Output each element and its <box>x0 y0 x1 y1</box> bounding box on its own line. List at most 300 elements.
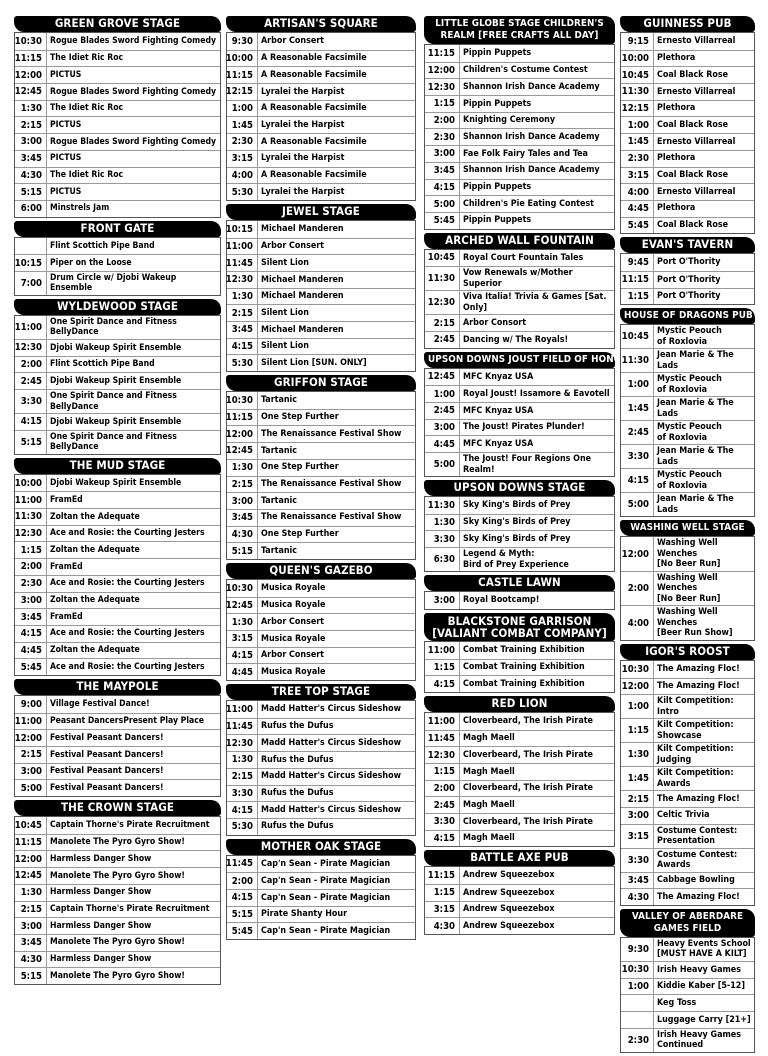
event-name: Irish Heavy Games <box>657 964 741 975</box>
event-time: 5:00 <box>425 196 460 212</box>
event-name: The Renaissance Festival Show <box>261 479 402 490</box>
schedule-table <box>424 496 615 572</box>
event-name: Kilt Competition: Showcase <box>657 720 734 741</box>
schedule-row <box>425 530 614 547</box>
event-time: 1:30 <box>227 460 258 476</box>
event-name: Pippin Puppets <box>463 182 532 193</box>
event-name: Ace and Rosie: the Courting Jesters <box>50 528 205 539</box>
event-time: 12:15 <box>621 101 654 117</box>
event-time: 4:15 <box>227 890 258 906</box>
event-time: 2:15 <box>15 902 47 918</box>
schedule-row <box>15 316 220 339</box>
event-name: Captain Thorne's Pirate Recruitment <box>50 820 210 831</box>
stage-blackstone-garrison <box>424 613 615 693</box>
schedule-row <box>425 830 614 847</box>
event-time: 11:00 <box>15 714 47 730</box>
event-name: Harmless Danger Show <box>50 920 152 931</box>
event-time: 9:30 <box>227 33 258 50</box>
event-time: 2:15 <box>15 117 47 133</box>
event-name: Pirate Shanty Hour <box>261 909 348 920</box>
event-time: 2:00 <box>15 559 47 575</box>
event-name: PICTUS <box>50 120 82 131</box>
schedule-row <box>425 250 614 267</box>
schedule-table <box>424 44 615 230</box>
event-time: 1:45 <box>621 134 654 150</box>
event-time: 2:45 <box>425 403 460 419</box>
stage-upson-downs-joust-field-of-honor <box>424 352 629 477</box>
schedule-row <box>15 372 220 389</box>
schedule-row <box>227 150 415 167</box>
schedule-row <box>227 271 415 288</box>
event-time: 5:15 <box>227 543 258 559</box>
stage-front-gate <box>14 221 221 296</box>
stage-red-lion <box>424 696 615 848</box>
event-time: 1:15 <box>15 542 47 558</box>
schedule-row <box>425 746 614 763</box>
event-time: 11:30 <box>15 509 47 525</box>
event-time: 11:45 <box>227 255 258 271</box>
schedule-row <box>621 66 754 83</box>
event-name: Cloverbeard, The Irish Pirate <box>463 749 593 760</box>
schedule-row <box>15 491 220 508</box>
event-time: 5:45 <box>227 923 258 939</box>
schedule-row <box>425 195 614 212</box>
schedule-row <box>621 348 754 372</box>
event-name: Washing Well Wenches [No Beer Run] <box>657 572 721 604</box>
schedule-row <box>425 369 614 386</box>
schedule-row <box>227 580 415 597</box>
event-time: 2:30 <box>227 134 258 150</box>
event-name: The Idiet Ric Roc <box>50 103 124 114</box>
schedule-row <box>15 867 220 884</box>
event-time: 3:30 <box>621 849 654 872</box>
event-name: The Joust! Four Regions One Realm! <box>463 454 592 475</box>
event-name: One Step Further <box>261 412 339 423</box>
event-time: 12:00 <box>15 67 47 83</box>
event-name: Djobi Wakeup Spirit Ensemble <box>50 416 182 427</box>
event-time: 12:30 <box>15 526 47 542</box>
schedule-row <box>227 492 415 509</box>
event-time: 4:45 <box>425 436 460 452</box>
event-name: Mystic Peouch of Roxlovia <box>657 470 722 491</box>
schedule-row <box>227 613 415 630</box>
schedule-row <box>15 356 220 373</box>
event-time <box>621 1012 654 1028</box>
event-time: 11:15 <box>227 67 258 83</box>
schedule-row <box>15 238 220 255</box>
schedule-row <box>15 271 220 295</box>
event-name: Pippin Puppets <box>463 98 532 109</box>
event-name: Lyralei the Harpist <box>261 153 345 164</box>
schedule-row <box>227 288 415 305</box>
schedule-row <box>15 901 220 918</box>
stage-title: GRIFFON STAGE <box>226 375 416 391</box>
schedule-row <box>227 542 415 559</box>
schedule-table <box>424 591 615 610</box>
schedule-row <box>15 558 220 575</box>
event-name: Tartanic <box>261 395 297 406</box>
schedule-row <box>621 372 754 396</box>
schedule-row <box>227 801 415 818</box>
schedule-row <box>425 314 614 331</box>
event-time: 11:30 <box>621 349 654 372</box>
event-time: 5:00 <box>15 780 47 796</box>
event-time: 5:30 <box>227 184 258 200</box>
schedule-row <box>15 116 220 133</box>
schedule-row <box>621 661 754 678</box>
event-name: Sky King's Birds of Prey <box>463 500 571 511</box>
event-time: 11:00 <box>15 316 47 339</box>
event-time: 12:00 <box>621 537 654 571</box>
event-name: One Step Further <box>261 462 339 473</box>
schedule-row <box>227 856 415 873</box>
event-name: Festival Peasant Dancers! <box>50 766 164 777</box>
event-name: Plethora <box>657 103 696 114</box>
schedule-row <box>15 608 220 625</box>
schedule-table <box>424 249 615 349</box>
event-name: Cabbage Bowling <box>657 875 735 886</box>
event-time: 1:15 <box>621 289 654 305</box>
stage-title: THE CROWN STAGE <box>14 800 221 816</box>
event-time: 10:45 <box>15 817 47 834</box>
event-time: 5:15 <box>227 907 258 923</box>
schedule-table <box>14 474 221 676</box>
schedule-row <box>425 713 614 730</box>
event-name: Jean Marie & The Lads <box>657 446 734 467</box>
stage-title: THE MUD STAGE <box>14 458 221 474</box>
event-time: 12:45 <box>15 868 47 884</box>
event-name: Village Festival Dance! <box>50 699 150 710</box>
column-2 <box>226 16 416 943</box>
event-time: 4:15 <box>425 180 460 196</box>
event-time: 3:45 <box>227 322 258 338</box>
event-name: Combat Training Exhibition <box>463 644 585 655</box>
event-time: 1:30 <box>227 614 258 630</box>
event-time: 4:30 <box>621 889 654 905</box>
schedule-row <box>15 834 220 851</box>
event-name: A Reasonable Facsimile <box>261 103 367 114</box>
event-name: Shannon Irish Dance Academy <box>463 132 600 143</box>
schedule-table <box>620 660 755 906</box>
event-time: 5:45 <box>15 659 47 675</box>
event-name: Andrew Squeezebox <box>463 870 555 881</box>
event-name: Silent Lion [SUN. ONLY] <box>261 357 367 368</box>
event-time: 3:00 <box>227 493 258 509</box>
event-time: 2:15 <box>15 747 47 763</box>
event-time: 3:00 <box>15 764 47 780</box>
schedule-table <box>620 937 755 1053</box>
event-name: Madd Hatter's Circus Sideshow <box>261 704 401 715</box>
event-time: 2:45 <box>425 332 460 348</box>
schedule-row <box>425 642 614 659</box>
event-name: FramEd <box>50 494 83 505</box>
stage-the-crown-stage <box>14 800 221 985</box>
event-name: Lyralei the Harpist <box>261 186 345 197</box>
schedule-row <box>15 525 220 542</box>
event-name: Ace and Rosie: the Courting Jesters <box>50 661 205 672</box>
event-name: Ernesto Villarreal <box>657 86 736 97</box>
schedule-row <box>15 884 220 901</box>
stage-green-grove-stage <box>14 16 221 218</box>
event-time: 3:15 <box>227 151 258 167</box>
event-name: Costume Contest: Presentation <box>657 825 738 847</box>
schedule-row <box>425 659 614 676</box>
event-time: 12:45 <box>15 84 47 100</box>
schedule-row <box>15 133 220 150</box>
event-name: Coal Black Rose <box>657 120 729 131</box>
event-name: Silent Lion <box>261 257 309 268</box>
event-name: Cloverbeard, The Irish Pirate <box>463 816 593 827</box>
event-name: Rufus the Dufus <box>261 821 334 832</box>
schedule-row <box>621 492 754 516</box>
event-name: Cap'n Sean - Pirate Magician <box>261 892 391 903</box>
event-name: FramEd <box>50 611 83 622</box>
event-name: Andrew Squeezebox <box>463 921 555 932</box>
schedule-row <box>227 922 415 939</box>
event-time: 5:15 <box>15 968 47 984</box>
event-name: Royal Court Fountain Tales <box>463 252 584 263</box>
event-name: PICTUS <box>50 153 82 164</box>
event-time: 4:15 <box>227 648 258 664</box>
event-time: 10:30 <box>621 962 654 978</box>
event-name: Michael Manderen <box>261 223 344 234</box>
schedule-row <box>425 290 614 314</box>
schedule-row <box>425 162 614 179</box>
event-time: 11:00 <box>227 239 258 255</box>
schedule-row <box>425 266 614 290</box>
event-time: 11:45 <box>227 856 258 873</box>
schedule-row <box>621 150 754 167</box>
schedule-row <box>425 796 614 813</box>
schedule-row <box>227 338 415 355</box>
event-time: 2:15 <box>227 769 258 785</box>
event-time: 4:30 <box>227 527 258 543</box>
schedule-row <box>621 217 754 234</box>
event-name: Fae Folk Fairy Tales and Tea <box>463 148 588 159</box>
event-time: 11:00 <box>425 642 460 659</box>
event-time: 2:00 <box>425 781 460 797</box>
event-time: 10:15 <box>15 255 47 271</box>
event-name: Heavy Events School [MUST HAVE A KILT] <box>657 938 751 960</box>
event-time: 12:00 <box>15 851 47 867</box>
event-name: Plethora <box>657 53 696 64</box>
stage-title: IGOR'S ROOST <box>620 644 755 660</box>
event-time: 2:45 <box>621 421 654 444</box>
event-time: 12:30 <box>227 735 258 751</box>
event-name: Andrew Squeezebox <box>463 904 555 915</box>
schedule-row <box>15 83 220 100</box>
event-name: Rogue Blades Sword Fighting Comedy <box>50 86 217 97</box>
schedule-row <box>621 694 754 718</box>
event-time: 4:15 <box>227 802 258 818</box>
stage-title: GUINNESS PUB <box>620 16 755 32</box>
event-name: Combat Training Exhibition <box>463 662 585 673</box>
schedule-row <box>621 938 754 961</box>
schedule-row <box>227 751 415 768</box>
event-time: 2:00 <box>621 572 654 606</box>
schedule-row <box>227 734 415 751</box>
event-name: Royal Bootcamp! <box>463 595 540 606</box>
schedule-row <box>227 785 415 802</box>
event-time: 5:15 <box>15 431 47 454</box>
stage-battle-axe-pub <box>424 850 615 935</box>
event-name: Luggage Carry [21+] <box>657 1014 751 1025</box>
event-time: 4:30 <box>15 952 47 968</box>
event-time: 3:45 <box>15 151 47 167</box>
schedule-row <box>621 848 754 872</box>
event-time: 4:45 <box>227 664 258 680</box>
event-time: 12:30 <box>425 291 460 314</box>
schedule-row <box>227 663 415 680</box>
schedule-row <box>621 200 754 217</box>
schedule-row <box>425 592 614 609</box>
schedule-row <box>15 729 220 746</box>
schedule-row <box>425 128 614 145</box>
event-name: Djobi Wakeup Spirit Ensemble <box>50 342 182 353</box>
event-time: 9:30 <box>621 938 654 961</box>
schedule-row <box>621 571 754 606</box>
schedule-row <box>227 183 415 200</box>
event-name: Kilt Competition: Intro <box>657 696 734 717</box>
event-time: 1:30 <box>227 289 258 305</box>
event-time: 1:00 <box>425 386 460 402</box>
stage-evan-s-tavern <box>620 237 755 305</box>
schedule-row <box>227 701 415 718</box>
event-name: Tartanic <box>261 495 297 506</box>
schedule-row <box>227 526 415 543</box>
event-time: 10:15 <box>227 221 258 238</box>
event-time: 3:30 <box>227 786 258 802</box>
event-time: 10:00 <box>621 51 654 67</box>
event-time: 3:30 <box>15 390 47 413</box>
event-name: Lyralei the Harpist <box>261 86 345 97</box>
event-time: 4:00 <box>621 606 654 640</box>
schedule-row <box>621 183 754 200</box>
event-name: The Amazing Floc! <box>657 891 740 902</box>
event-name: Legend & Myth: Bird of Prey Experience <box>463 549 569 570</box>
event-time: 11:15 <box>425 45 460 62</box>
event-time: 1:00 <box>621 695 654 718</box>
event-time: 2:30 <box>621 151 654 167</box>
event-time: 11:45 <box>425 731 460 747</box>
event-time: 2:45 <box>15 373 47 389</box>
event-name: Zoltan the Adequate <box>50 645 140 656</box>
event-name: Madd Hatter's Circus Sideshow <box>261 771 401 782</box>
schedule-row <box>621 678 754 695</box>
event-name: Madd Hatter's Circus Sideshow <box>261 804 401 815</box>
event-time: 11:45 <box>227 719 258 735</box>
stage-washing-well-stage <box>620 520 755 641</box>
event-time: 2:00 <box>15 357 47 373</box>
event-time: 10:00 <box>227 51 258 67</box>
event-name: Mystic Peouch of Roxlovia <box>657 326 722 347</box>
stage-title: JEWEL STAGE <box>226 204 416 220</box>
event-name: Musica Royale <box>261 666 326 677</box>
event-time: 12:45 <box>227 598 258 614</box>
stage-artisan-s-square <box>226 16 416 201</box>
event-name: Tartanic <box>261 445 297 456</box>
event-name: Coal Black Rose <box>657 69 729 80</box>
event-time: 10:30 <box>227 392 258 409</box>
event-time: 10:30 <box>15 33 47 50</box>
event-name: Manolete The Pyro Gyro Show! <box>50 837 185 848</box>
schedule-row <box>15 642 220 659</box>
stage-title: EVAN'S TAVERN <box>620 237 755 253</box>
schedule-row <box>425 452 614 476</box>
schedule-row <box>621 325 754 348</box>
schedule-row <box>621 888 754 905</box>
event-time: 5:30 <box>227 355 258 371</box>
event-time: 1:45 <box>621 397 654 420</box>
event-time: 3:00 <box>425 146 460 162</box>
event-name: Tartanic <box>261 545 297 556</box>
schedule-row <box>621 167 754 184</box>
event-time: 11:30 <box>425 267 460 290</box>
stage-house-of-dragons-pub <box>620 308 755 517</box>
event-time: 10:45 <box>621 67 654 83</box>
event-name: Piper on the Loose <box>50 257 132 268</box>
schedule-row <box>425 867 614 884</box>
stage-guinness-pub <box>620 16 755 234</box>
event-name: MFC Knyaz USA <box>463 438 534 449</box>
event-time: 5:45 <box>425 213 460 229</box>
stage-valley-of-aberdare <box>620 909 755 1053</box>
stage-title: HOUSE OF DRAGONS PUB <box>620 308 755 324</box>
event-name: Rogue Blades Sword Fighting Comedy <box>50 136 217 147</box>
event-time: 11:00 <box>227 701 258 718</box>
event-time: 2:45 <box>425 797 460 813</box>
event-time: 2:15 <box>227 477 258 493</box>
schedule-row <box>425 730 614 747</box>
event-time: 4:15 <box>15 414 47 430</box>
schedule-row <box>15 167 220 184</box>
schedule-row <box>15 779 220 796</box>
schedule-row <box>621 133 754 150</box>
schedule-row <box>621 1028 754 1052</box>
schedule-row <box>425 95 614 112</box>
event-name: One Step Further <box>261 529 339 540</box>
event-name: Magh Maell <box>463 733 515 744</box>
event-name: Sky King's Birds of Prey <box>463 517 571 528</box>
schedule-row <box>227 167 415 184</box>
event-time: 3:00 <box>621 808 654 824</box>
event-name: Rogue Blades Sword Fighting Comedy <box>50 36 217 47</box>
event-name: One Spirit Dance and Fitness BellyDance <box>50 391 177 412</box>
event-time: 10:45 <box>621 325 654 348</box>
event-name: Irish Heavy Games Continued <box>657 1029 741 1051</box>
event-time: 3:45 <box>227 510 258 526</box>
event-name: Jean Marie & The Lads <box>657 350 734 371</box>
schedule-row <box>15 763 220 780</box>
event-name: Mystic Peouch of Roxlovia <box>657 422 722 443</box>
stage-title: QUEEN'S GAZEBO <box>226 563 416 579</box>
schedule-row <box>425 419 614 436</box>
schedule-row <box>621 718 754 742</box>
event-time: 12:30 <box>15 340 47 356</box>
event-name: Costume Contest: Awards <box>657 849 738 871</box>
event-name: Harmless Danger Show <box>50 954 152 965</box>
event-name: Captain Thorne's Pirate Recruitment <box>50 904 210 915</box>
schedule-row <box>425 813 614 830</box>
event-name: The Idiet Ric Roc <box>50 170 124 181</box>
event-time: 2:15 <box>621 791 654 807</box>
schedule-row <box>621 100 754 117</box>
event-name: Ernesto Villarreal <box>657 136 736 147</box>
stage-title: MOTHER OAK STAGE <box>226 839 416 855</box>
event-name: Manolete The Pyro Gyro Show! <box>50 970 185 981</box>
event-time: 5:15 <box>15 184 47 200</box>
event-time: 4:15 <box>425 676 460 692</box>
